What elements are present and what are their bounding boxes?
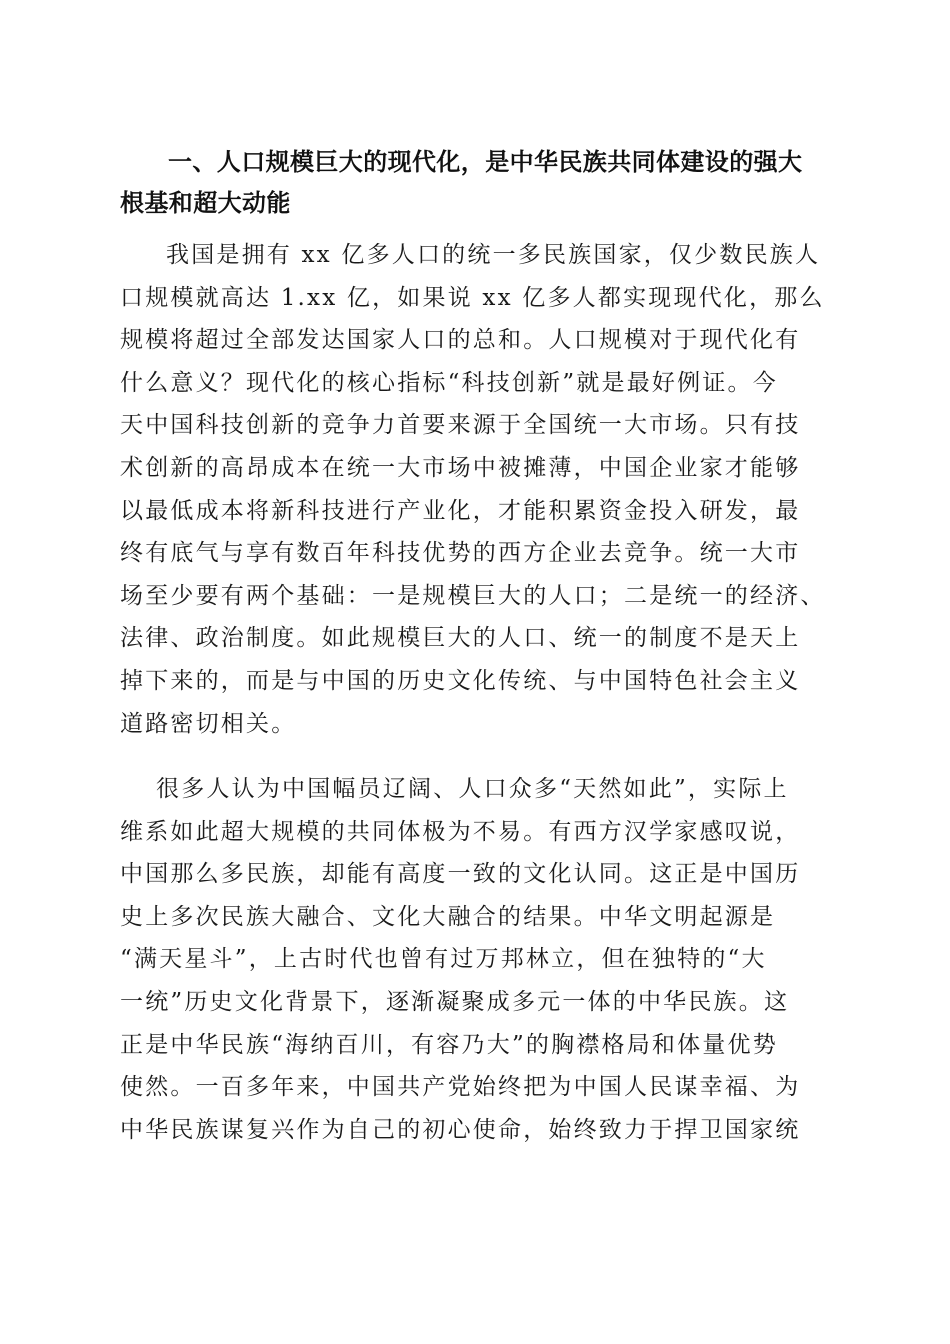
paragraph-line: 规模将超过全部发达国家人口的总和。人口规模对于现代化有 xyxy=(120,327,801,354)
paragraph-line: 维系如此超大规模的共同体极为不易。有西方汉学家感叹说， xyxy=(120,818,801,845)
paragraph-line: 道路密切相关。 xyxy=(120,710,297,737)
paragraph-line: 我国是拥有 xx 亿多人口的统一多民族国家，仅少数民族人 xyxy=(166,242,821,268)
paragraph-line: 史上多次民族大融合、文化大融合的结果。中华文明起源是 xyxy=(120,903,776,930)
paragraph-line: 什么意义？现代化的核心指标“科技创新”就是最好例证。今 xyxy=(120,369,778,396)
heading-line: 根基和超大动能 xyxy=(120,189,291,217)
paragraph-line: “满天星斗”，上古时代也曾有过万邦林立，但在独特的“大 xyxy=(120,946,767,973)
paragraph-line: 一统”历史文化背景下，逐渐凝聚成多元一体的中华民族。这 xyxy=(120,988,790,1015)
paragraph-line: 中国那么多民族，却能有高度一致的文化认同。这正是中国历 xyxy=(120,861,801,888)
paragraph-line: 口规模就高达 1.xx 亿，如果说 xx 亿多人都实现现代化，那么 xyxy=(120,284,825,311)
paragraph-line: 中华民族谋复兴作为自己的初心使命，始终致力于捍卫国家统 xyxy=(120,1116,801,1143)
heading-line: 一、人口规模巨大的现代化，是中华民族共同体建设的强大 xyxy=(168,148,803,176)
paragraph-line: 法律、政治制度。如此规模巨大的人口、统一的制度不是天上 xyxy=(120,625,801,652)
paragraph-line: 使然。一百多年来，中国共产党始终把为中国人民谋幸福、为 xyxy=(120,1074,801,1101)
paragraph-2 xyxy=(120,768,825,1151)
paragraph-line: 掉下来的，而是与中国的历史文化传统、与中国特色社会主义 xyxy=(120,667,801,694)
paragraph-line: 术创新的高昂成本在统一大市场中被摊薄，中国企业家才能够 xyxy=(120,454,801,481)
section-heading xyxy=(120,142,840,224)
paragraph-line: 正是中华民族“海纳百川，有容乃大”的胸襟格局和体量优势 xyxy=(120,1031,778,1058)
paragraph-line: 很多人认为中国幅员辽阔、人口众多“天然如此”，实际上 xyxy=(156,776,789,802)
paragraph-line: 终有底气与享有数百年科技优势的西方企业去竞争。统一大市 xyxy=(120,540,801,567)
paragraph-line: 场至少要有两个基础：一是规模巨大的人口；二是统一的经济、 xyxy=(120,582,826,609)
paragraph-line: 天中国科技创新的竞争力首要来源于全国统一大市场。只有技 xyxy=(120,412,801,439)
paragraph-line: 以最低成本将新科技进行产业化，才能积累资金投入研发，最 xyxy=(120,497,801,524)
paragraph-1 xyxy=(120,234,825,745)
